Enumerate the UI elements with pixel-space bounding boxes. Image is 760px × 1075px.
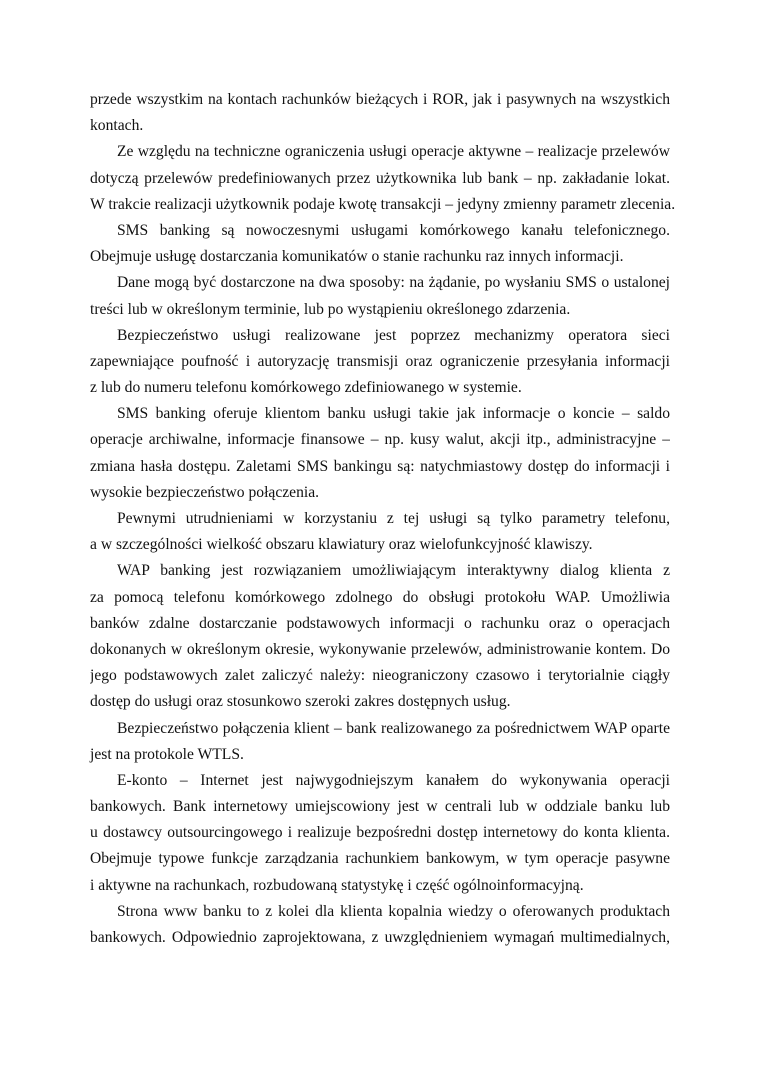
paragraph	[90, 270, 670, 322]
paragraph	[90, 506, 670, 558]
document-page	[90, 87, 676, 951]
text-line: a w szczególności wielkość obszaru klawiatury oraz wielofunkcyjność klawiszy.	[90, 536, 593, 554]
text-line: jego podstawowych zalet zaliczyć należy: nieograniczony czasowo i terytorialnie ciągły	[90, 667, 670, 685]
text-line: WAP banking jest rozwiązaniem umożliwiającym interaktywny dialog klienta z	[117, 562, 670, 580]
paragraph	[90, 87, 670, 139]
text-line: operacje archiwalne, informacje finansowe – np. kusy walut, akcji itp., administracyjne –	[90, 431, 670, 449]
text-line: u dostawcy outsourcingowego i realizuje bezpośredni dostęp internetowy do konta klienta.	[90, 824, 670, 842]
text-line: Pewnymi utrudnieniami w korzystaniu z tej usługi są tylko parametry telefonu,	[117, 510, 670, 527]
text-line: dotyczą przelewów predefiniowanych przez użytkownika lub bank – np. zakładanie lokat.	[90, 169, 670, 187]
text-line: Strona www banku to z kolei dla klienta kopalnia wiedzy o oferowanych produktach	[117, 902, 670, 920]
text-line: dokonanych w określonym okresie, wykonywanie przelewów, administrowanie kontem. Do	[90, 640, 670, 658]
text-line: przede wszystkim na kontach rachunków bieżących i ROR, jak i pasywnych na wszystkich	[90, 91, 670, 108]
text-line: Obejmuje usługę dostarczania komunikatów o stanie rachunku raz innych informacji.	[90, 248, 624, 266]
paragraph	[90, 139, 676, 218]
text-line: Obejmuje typowe funkcje zarządzania rachunkiem bankowym, w tym operacje pasywne	[90, 850, 670, 868]
text-line: i aktywne na rachunkach, rozbudowaną statystykę i część ogólnoinformacyjną.	[90, 876, 584, 894]
text-line: SMS banking są nowoczesnymi usługami komórkowego kanału telefonicznego.	[117, 221, 670, 239]
text-line: treści lub w określonym terminie, lub po wystąpieniu określonego zdarzenia.	[90, 300, 571, 318]
text-line: W trakcie realizacji użytkownik podaje kwotę transakcji – jedyny zmienny parametr zlecenia.	[90, 195, 676, 213]
text-line: dostęp do usługi oraz stosunkowo szeroki zakres dostępnych usług.	[90, 693, 511, 711]
paragraph	[90, 768, 670, 899]
text-line: Ze względu na techniczne ograniczenia usługi operacje aktywne – realizacje przelewów	[117, 143, 670, 161]
paragraph	[90, 899, 670, 951]
text-line: bankowych. Odpowiednio zaprojektowana, z uwzględnieniem wymagań multimedialnych,	[90, 929, 670, 946]
text-line: z lub do numeru telefonu komórkowego zdefiniowanego w systemie.	[90, 379, 522, 397]
text-line: zapewniające poufność i autoryzację transmisji oraz ograniczenie przesyłania informacji	[90, 352, 670, 370]
text-line: bankowych. Bank internetowy umiejscowiony jest w centrali lub w oddziale banku lub	[90, 798, 670, 816]
text-line: za pomocą telefonu komórkowego zdolnego do obsługi protokołu WAP. Umożliwia	[90, 588, 670, 606]
text-line: zmiana hasła dostępu. Zaletami SMS bankingu są: natychmiastowy dostęp do informacji i	[90, 457, 670, 475]
text-line: wysokie bezpieczeństwo połączenia.	[90, 483, 320, 501]
text-line: E-konto – Internet jest najwygodniejszym kanałem do wykonywania operacji	[117, 771, 670, 789]
paragraph	[90, 323, 670, 402]
text-line: jest na protokole WTLS.	[90, 745, 244, 763]
paragraph	[90, 558, 670, 715]
paragraph	[90, 401, 670, 506]
text-line: banków zdalne dostarczanie podstawowych informacji o rachunku oraz o operacjach	[90, 614, 670, 632]
text-line: Bezpieczeństwo połączenia klient – bank realizowanego za pośrednictwem WAP oparte	[117, 719, 670, 737]
paragraph	[90, 218, 670, 270]
text-line: kontach.	[90, 117, 144, 135]
text-line: SMS banking oferuje klientom banku usługi takie jak informacje o koncie – saldo	[117, 405, 670, 423]
paragraph	[90, 716, 670, 768]
text-line: Dane mogą być dostarczone na dwa sposoby: na żądanie, po wysłaniu SMS o ustalonej	[117, 274, 670, 292]
text-line: Bezpieczeństwo usługi realizowane jest poprzez mechanizmy operatora sieci	[117, 326, 670, 344]
